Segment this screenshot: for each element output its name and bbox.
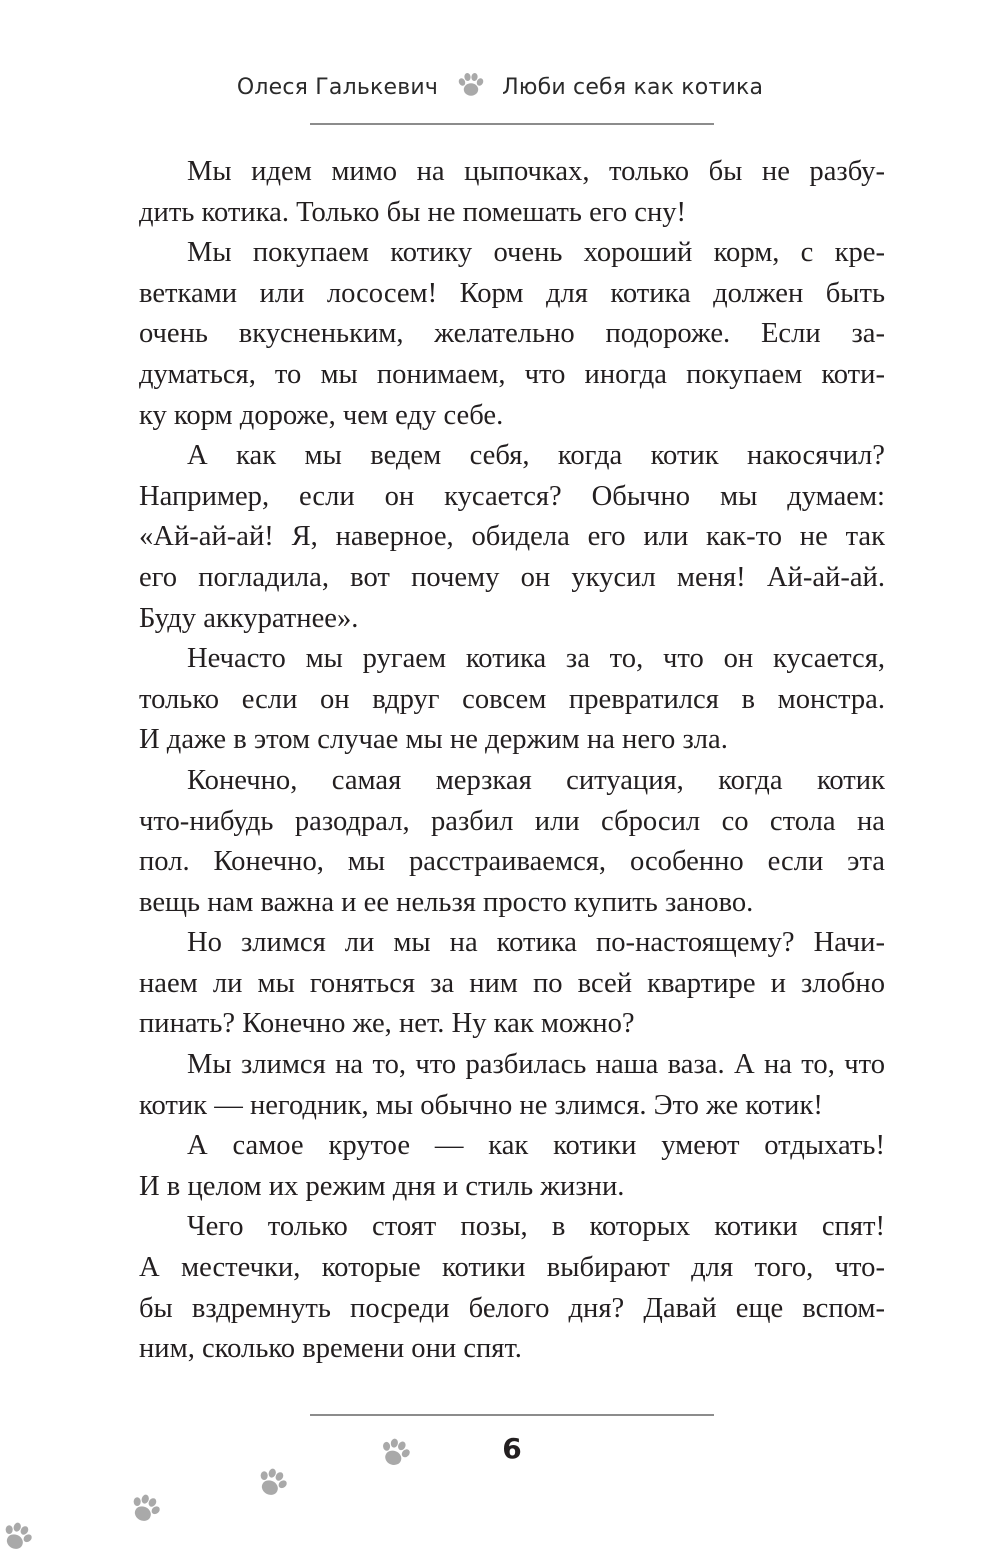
- paragraph: [139, 152, 885, 233]
- paw-print-icon-1: [378, 1436, 412, 1470]
- text-line: Мы злимся на то, что разбилась наша ваза. А на то, что: [187, 1049, 885, 1081]
- text-line: пол. Конечно, мы расстраиваемся, особенно если эта: [139, 846, 885, 878]
- text-line: Нечасто мы ругаем котика за то, что он кусается,: [187, 643, 885, 675]
- paw-print-icon-3: [128, 1492, 162, 1526]
- text-line: А самое крутое — как котики умеют отдыхать!: [187, 1130, 885, 1162]
- text-line: котик — негодник, мы обычно не злимся. Это же котик!: [139, 1089, 823, 1121]
- text-line: А как мы ведем себя, когда котик накосячил?: [187, 440, 885, 472]
- paragraph: [139, 639, 885, 761]
- page-body-text: [139, 152, 885, 1370]
- text-line: И в целом их режим дня и стиль жизни.: [139, 1170, 625, 1202]
- paw-print-icon-4: [0, 1520, 34, 1554]
- text-line: Но злимся ли мы на котика по-настоящему? Начи-: [187, 927, 885, 959]
- text-line: Мы идем мимо на цыпочках, только бы не разбу-: [187, 156, 885, 187]
- text-line: очень вкусненьким, желательно подороже. Если за-: [139, 318, 885, 350]
- text-line: «Ай-ай-ай! Я, наверное, обидела его или как-то не так: [139, 521, 885, 553]
- text-line: ним, сколько времени они спят.: [139, 1333, 522, 1365]
- text-line: ветками или лососем! Корм для котика должен быть: [139, 277, 885, 309]
- text-line: вещь нам важна и ее нельзя просто купить заново.: [139, 886, 754, 918]
- paragraph: [139, 1045, 885, 1126]
- paragraph: [139, 1207, 885, 1369]
- text-line: пинать? Конечно же, нет. Ну как можно?: [139, 1008, 635, 1040]
- paragraph: [139, 436, 885, 639]
- page-number: 6: [502, 1432, 522, 1465]
- text-line: А местечки, которые котики выбирают для того, что-: [139, 1252, 885, 1284]
- paragraph: [139, 761, 885, 923]
- text-line: Буду аккуратнее».: [139, 602, 359, 634]
- header-author: Олеся Галькевич: [236, 74, 439, 100]
- text-line: ку корм дороже, чем еду себе.: [139, 399, 504, 431]
- paragraph: [139, 1126, 885, 1207]
- text-line: его погладила, вот почему он укусил меня! Ай-ай-ай.: [139, 561, 885, 593]
- text-line: только если он вдруг совсем превратился в монстра.: [139, 683, 885, 715]
- text-line: Чего только стоят позы, в которых котики спят!: [187, 1211, 885, 1243]
- text-line: И даже в этом случае мы не держим на него зла.: [139, 724, 728, 756]
- paragraph: [139, 923, 885, 1045]
- header-divider: [310, 123, 714, 125]
- text-line: Например, если он кусается? Обычно мы думаем:: [139, 480, 885, 512]
- header-book-title: Люби себя как котика: [502, 74, 764, 100]
- paw-icon: [456, 70, 486, 100]
- text-line: что-нибудь разодрал, разбил или сбросил со стола на: [139, 805, 885, 837]
- paw-print-icon-2: [255, 1466, 289, 1500]
- text-line: дить котика. Только бы не помешать его сну!: [139, 196, 687, 228]
- text-line: наем ли мы гоняться за ним по всей квартире и злобно: [139, 967, 885, 999]
- paragraph: [139, 233, 885, 436]
- text-line: Мы покупаем котику очень хороший корм, с кре-: [187, 237, 885, 269]
- footer-divider: [310, 1414, 714, 1416]
- text-line: Конечно, самая мерзкая ситуация, когда котик: [187, 764, 885, 796]
- text-line: думаться, то мы понимаем, что иногда покупаем коти-: [139, 358, 885, 390]
- running-header: [0, 72, 1000, 102]
- text-line: бы вздремнуть посреди белого дня? Давай еще вспом-: [139, 1292, 885, 1324]
